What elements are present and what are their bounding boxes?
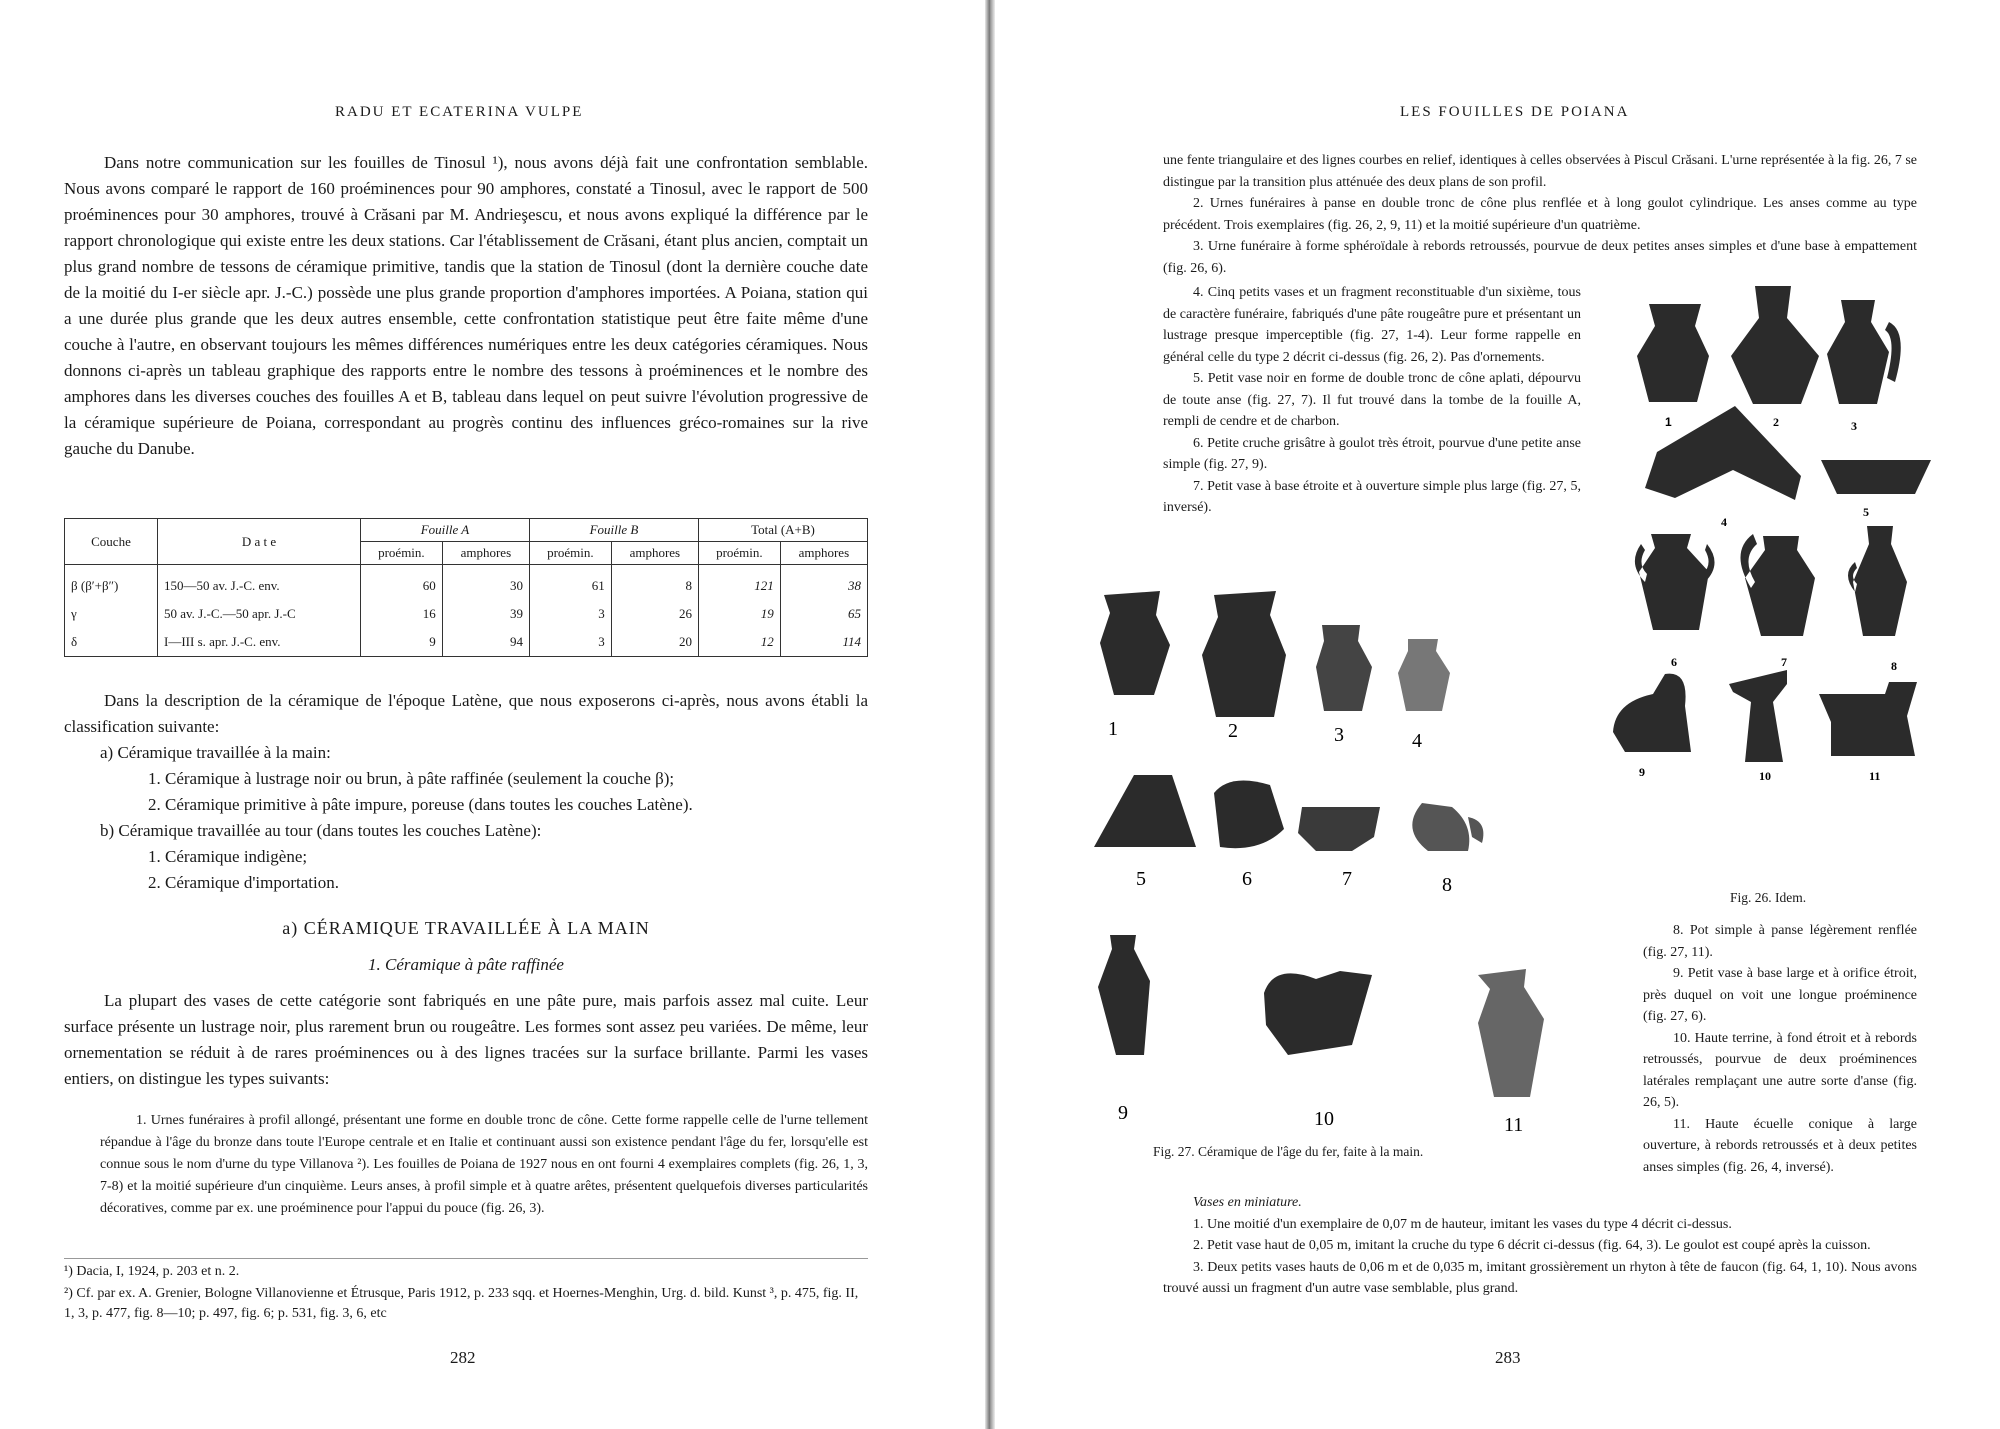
right-page bbox=[995, 0, 2000, 1429]
fig26-caption: Fig. 26. Idem. bbox=[1730, 890, 1807, 905]
vase-photo bbox=[1098, 935, 1150, 1055]
vase-photo bbox=[1848, 526, 1907, 636]
fig26-photo-plate bbox=[1605, 282, 1945, 882]
vase-photo bbox=[1635, 534, 1715, 630]
classification-intro: Dans la description de la céramique de l'époque Latène, que nous exposerons ci-après, nous avons établi la classification suivante: bbox=[64, 691, 868, 736]
list-item: b) Céramique travaillée au tour (dans toutes les couches Latène): bbox=[100, 821, 542, 840]
running-head: LES FOUILLES DE POIANA bbox=[1400, 104, 1630, 120]
fig27-label: 2 bbox=[1228, 720, 1238, 742]
fig27-label: 9 bbox=[1118, 1102, 1128, 1124]
fig26-label: 5 bbox=[1863, 505, 1869, 519]
classification-list bbox=[64, 740, 868, 896]
vase-photo bbox=[1202, 591, 1286, 717]
statistics-table bbox=[64, 518, 868, 657]
intro-paragraph: Dans notre communication sur les fouilles de Tinosul ¹), nous avons déjà fait une confrontation semblable. Nous avons comparé le rapport de 160 proéminences pour 90 amphores, constaté a Tinosul, avec le rapport de 500 proéminences pour 30 amphores, trouvé à Crăsani par M. Andrieşescu, et nous avons expliqué la différence par le rapport chronologique qui existe entre les deux stations. Car l'établissement de Crăsani, étant plus ancien, comptait un plus grand nombre de tessons de céramique primitive, tandis que la station de Tinosul (dont la dernière couche date de la moitié du I-er siècle apr. J.-C.) possède une plus grande proportion d'amphores importées. A Poiana, station qui a une durée plus grande que les deux autres ensemble, cette confrontation statistique peut être faite même d'une couche à l'autre, en observant toujours les mêmes différences numériques entre les deux catégories céramiques. Nous donnons ci-après un tableau graphique des rapports entre le nombre des tessons à proéminences et le nombre des amphores dans les diverses couches des fouilles A et B, tableau dans lequel on peut suivre l'évolution progressive de la céramique supérieure de Poiana, correspondant au progrès continu des influences gréco-romaines sur la rive gauche du Danube. bbox=[64, 153, 868, 458]
vase-photo bbox=[1731, 286, 1819, 404]
vase-photo bbox=[1637, 304, 1709, 402]
table-subheader-amph: amphores bbox=[780, 542, 867, 565]
fig27-label: 8 bbox=[1442, 874, 1452, 896]
vase-photo bbox=[1729, 670, 1787, 762]
fig27-label: 10 bbox=[1314, 1108, 1334, 1130]
vase-photo bbox=[1827, 300, 1901, 404]
footnote-1: ¹) Dacia, I, 1924, p. 203 et n. 2. bbox=[64, 1264, 240, 1279]
list-item: 2. Céramique primitive à pâte impure, poreuse (dans toutes les couches Latène). bbox=[148, 795, 693, 814]
vase-photo bbox=[1613, 674, 1691, 752]
list-item: 1. Céramique indigène; bbox=[148, 847, 308, 866]
fig27-label: 4 bbox=[1412, 730, 1422, 752]
right-top-text: une fente triangulaire et des lignes courbes en relief, identiques à celles observées à Piscul Crăsani. L'urne représentée à la fig. 26, 7 se distingue par la transition plus atténuée des deux plans de son profil. 2. Urnes funéraires à panse en double tronc de cône plus renflée et à long goulot cylindrique. Les anses comme au type précédent. Trois exemplaires (fig. 26, 2, 9, 11) et la moitié supérieure d'un quatrième. 3. Urne funéraire à forme sphéroïdale à rebords retroussés, pourvue de deux petites anses simples et d'une base à empattement (fig. 26, 6). bbox=[1163, 153, 1917, 276]
fig26-label: 10 bbox=[1759, 769, 1771, 783]
fig26-label: 1 bbox=[1665, 415, 1672, 429]
list-item: 2. Céramique d'importation. bbox=[148, 873, 339, 892]
vase-photo bbox=[1478, 969, 1544, 1097]
list-item: 1. Céramique à lustrage noir ou brun, à pâte raffinée (seulement la couche β); bbox=[148, 769, 675, 788]
fig26-label: 7 bbox=[1781, 655, 1787, 669]
footnote-divider bbox=[64, 1258, 868, 1259]
table-subheader-amph: amphores bbox=[442, 542, 529, 565]
list-item: a) Céramique travaillée à la main: bbox=[100, 743, 331, 762]
fig26-label: 2 bbox=[1773, 415, 1779, 429]
vase-photo bbox=[1094, 775, 1196, 847]
vase-photo bbox=[1100, 591, 1170, 695]
fig26-label: 6 bbox=[1671, 655, 1677, 669]
fig26-label: 9 bbox=[1639, 765, 1645, 779]
right-side-text: 8. Pot simple à panse légèrement renflée (fig. 27, 11). 9. Petit vase à base large et à orifice étroit, près duquel on voit une longue proéminence (fig. 27, 6). 10. Haute terrine, à fond étroit et à rebords retroussés, pourvue de deux proéminences latérales remplaçant une autre sorte d'anse (fig. 26, 5). 11. Haute écuelle conique à large ouverture, à rebords retroussés et à deux petites anses simples (fig. 26, 4, inversé). bbox=[1643, 923, 1917, 1175]
fig26-label: 4 bbox=[1721, 515, 1727, 529]
table-subheader-amph: amphores bbox=[611, 542, 698, 565]
section-title: a) CÉRAMIQUE TRAVAILLÉE À LA MAIN bbox=[282, 918, 650, 938]
fig27-label: 3 bbox=[1334, 724, 1344, 746]
fig27-caption: Fig. 27. Céramique de l'âge du fer, faite à la main. bbox=[1153, 1144, 1424, 1159]
table-subheader-prom: proémin. bbox=[698, 542, 780, 565]
miniature-heading: Vases en miniature. bbox=[1193, 1195, 1302, 1210]
vase-photo bbox=[1821, 460, 1931, 494]
vase-photo bbox=[1412, 803, 1483, 851]
table-header-couche: Couche bbox=[65, 519, 158, 565]
fig26-label: 11 bbox=[1869, 769, 1881, 783]
vase-photo bbox=[1398, 639, 1450, 711]
running-head: RADU ET ECATERINA VULPE bbox=[335, 104, 584, 120]
book-gutter bbox=[985, 0, 995, 1429]
table-row: δ I—III s. apr. J.-C. env. 9 94 3 20 12 114 bbox=[65, 628, 868, 657]
fig27-label: 5 bbox=[1136, 868, 1146, 890]
vase-photo bbox=[1298, 807, 1380, 851]
table-header-total: Total (A+B) bbox=[698, 519, 867, 542]
page-number: 283 bbox=[1495, 1348, 1521, 1367]
table-header-fouille-b: Fouille B bbox=[529, 519, 698, 542]
type-1-paragraph: 1. Urnes funéraires à profil allongé, présentant une forme en double tronc de cône. Cette forme rappelle celle de l'urne tellement répandue à l'âge du bronze dans toute l'Europe centrale et en Italie et continuant aussi son existence pendant l'âge du fer, lorsqu'elle est connue sous le nom d'urne du type Villanova ²). Les fouilles de Poiana de 1927 nous en ont fourni 4 exemplaires complets (fig. 26, 1, 3, 7-8) et la moitié supérieure d'un cinquième. Leurs anses, à profil simple et à quatre arêtes, présentent quelquefois diverses particularités décoratives, comme par ex. une proéminence pour l'appui du pouce (fig. 26, 3). bbox=[100, 1113, 868, 1216]
fig26-label: 8 bbox=[1891, 659, 1897, 673]
vase-photo bbox=[1740, 534, 1815, 636]
table-header-fouille-a: Fouille A bbox=[361, 519, 530, 542]
table-header-date: D a t e bbox=[158, 519, 361, 565]
vase-photo bbox=[1214, 781, 1284, 849]
fig26-label: 3 bbox=[1851, 419, 1857, 433]
miniature-section: Vases en miniature. 1. Une moitié d'un exemplaire de 0,07 m de hauteur, imitant les vases du type 4 décrit ci-dessus. 2. Petit vase haut de 0,05 m, imitant la cruche du type 6 décrit ci-dessus (fig. 64, 3). Le goulot est coupé après la cuisson. 3. Deux petits vases hauts de 0,06 m et de 0,035 m, imitant grossièrement un rhyton à tête de faucon (fig. 64, 1, 10). Nous avons trouvé aussi un fragment d'un autre vase semblable, plus grand. bbox=[1163, 1192, 1917, 1300]
table-row: γ 50 av. J.-C.—50 apr. J.-C 16 39 3 26 19 65 bbox=[65, 600, 868, 628]
page-number: 282 bbox=[450, 1348, 476, 1367]
table-subheader-prom: proémin. bbox=[361, 542, 443, 565]
fig27-label: 6 bbox=[1242, 868, 1252, 890]
fig27-label: 11 bbox=[1504, 1114, 1524, 1136]
left-page bbox=[0, 0, 985, 1429]
vase-photo bbox=[1264, 971, 1372, 1055]
table-row: β (β′+β″) 150—50 av. J.-C. env. 60 30 61 8 121 38 bbox=[65, 565, 868, 601]
right-mid-text: 4. Cinq petits vases et un fragment reconstituable d'un sixième, tous de caractère funéraire, fabriqués d'une pâte rougeâtre pure et présentant un lustrage presque imperceptible (fig. 27, 1-4). Leur forme rappelle en général celle du type 2 décrit ci-dessus (fig. 26, 2). Pas d'ornements. 5. Petit vase noir en forme de double tronc de cône aplati, dépourvu de toute anse (fig. 27, 7). Il fut trouvé dans la tombe de la fouille A, rempli de cendre et de charbon. 6. Petite cruche grisâtre à goulot très étroit, pourvue d'une petite anse simple (fig. 27, 9). 7. Petit vase à base étroite et à ouverture simple plus large (fig. 27, 5, inversé). bbox=[1163, 285, 1581, 515]
vase-photo bbox=[1819, 682, 1917, 756]
subsection-title: 1. Céramique à pâte raffinée bbox=[368, 955, 564, 974]
vase-photo bbox=[1316, 625, 1372, 711]
table-subheader-prom: proémin. bbox=[529, 542, 611, 565]
footnote-2: ²) Cf. par ex. A. Grenier, Bologne Villanovienne et Étrusque, Paris 1912, p. 233 sqq. et Hoernes-Menghin, Urg. d. bild. Kunst ³, p. 475, fig. II, 1, 3, p. 477, fig. 8—10; p. 497, fig. 6; p. 531, fig. 3, 6, etc bbox=[64, 1286, 859, 1321]
body-paragraph: La plupart des vases de cette catégorie sont fabriqués en une pâte pure, mais parfois assez mal cuite. Leur surface présente un lustrage noir, plus rarement brun ou rougeâtre. Les formes sont assez peu variées. De même, leur ornementation se réduit à de rares proéminences ou à des lignes tracées sur la surface brillante. Parmi les vases entiers, on distingue les types suivants: bbox=[64, 991, 868, 1088]
fig27-photo-plate bbox=[1090, 585, 1600, 1145]
fig27-label: 1 bbox=[1108, 718, 1118, 740]
fig27-label: 7 bbox=[1342, 868, 1352, 890]
